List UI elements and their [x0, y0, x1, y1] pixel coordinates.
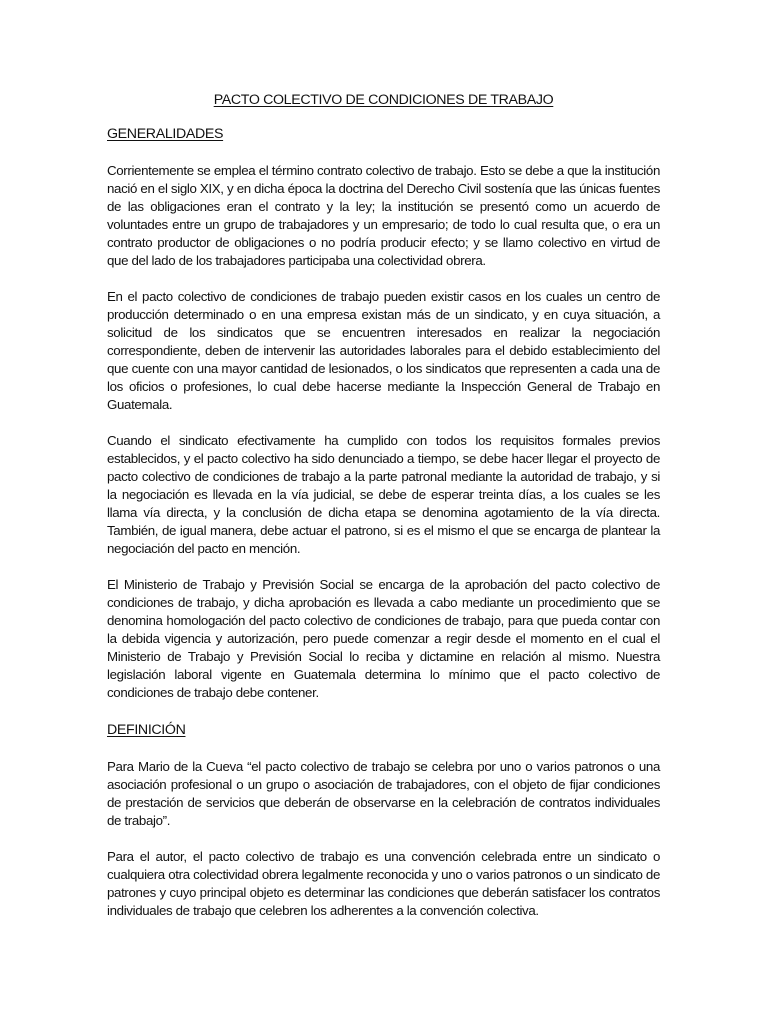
document-title: PACTO COLECTIVO DE CONDICIONES DE TRABAJO: [213, 92, 554, 108]
document-page: [107, 90, 660, 938]
paragraph: Cuando el sindicato efectivamente ha cumplido con todos los requisitos formales previos establecidos, y el pacto colectivo ha sido denunciado a tiempo, se debe hacer llegar el proyecto de pacto colectivo de condiciones de trabajo a la parte patronal mediante la autoridad de trabajo, y si la negociación es llevada en la vía judicial, se debe de esperar treinta días, a los cuales se les llama vía directa, y la conclusión de dicha etapa se denomina agotamiento de la vía directa. También, de igual manera, debe actuar el patrono, si es el mismo el que se encarga de plantear la negociación del pacto en mención.: [107, 433, 660, 556]
paragraph: Corrientemente se emplea el término contrato colectivo de trabajo. Esto se debe a que la institución nació en el siglo XIX, y en dicha época la doctrina del Derecho Civil sostenía que las únicas fuentes de las obligaciones eran el contrato y la ley; la institución se presentó como un acuerdo de voluntades entre un grupo de trabajadores y un empresario; de todo lo cual resulta que, o era un contrato productor de obligaciones o no podría producir efecto; y se llamo colectivo en virtud de que del lado de los trabajadores participaba una colectividad obrera.: [107, 163, 660, 268]
section-heading-definicion: DEFINICIÓN: [107, 722, 186, 738]
paragraph: Para Mario de la Cueva “el pacto colectivo de trabajo se celebra por uno o varios patronos o una asociación profesional o un grupo o asociación de trabajadores, con el objeto de fijar condiciones de prestación de servicios que deberán de observarse en la celebración de contratos individuales de trabajo”.: [107, 759, 660, 828]
paragraph: El Ministerio de Trabajo y Previsión Social se encarga de la aprobación del pacto colectivo de condiciones de trabajo, y dicha aprobación es llevada a cabo mediante un procedimiento que se denomina homologación del pacto colectivo de condiciones de trabajo, para que pueda contar con la debida vigencia y autorización, pero puede comenzar a regir desde el momento en el cual el Ministerio de Trabajo y Previsión Social lo reciba y dictamine en relación al mismo. Nuestra legislación laboral vigente en Guatemala determina lo mínimo que el pacto colectivo de condiciones de trabajo debe contener.: [107, 577, 660, 700]
paragraph: Para el autor, el pacto colectivo de trabajo es una convención celebrada entre un sindicato o cualquiera otra colectividad obrera legalmente reconocida y uno o varios patronos o un sindicato de patrones y cuyo principal objeto es determinar las condiciones que deberán satisfacer los contratos individuales de trabajo que celebren los adherentes a la convención colectiva.: [107, 849, 660, 918]
paragraph: En el pacto colectivo de condiciones de trabajo pueden existir casos en los cuales un centro de producción determinado o en una empresa existan más de un sindicato, y en cuya situación, a solicitud de los sindicatos que se encuentren interesados en realizar la negociación correspondiente, deben de intervenir las autoridades laborales para el debido establecimiento del que cuente con una mayor cantidad de lesionados, o los sindicatos que representen a cada una de los oficios o profesiones, lo cual debe hacerse mediante la Inspección General de Trabajo en Guatemala.: [107, 289, 660, 412]
section-heading-generalidades: GENERALIDADES: [107, 126, 224, 142]
